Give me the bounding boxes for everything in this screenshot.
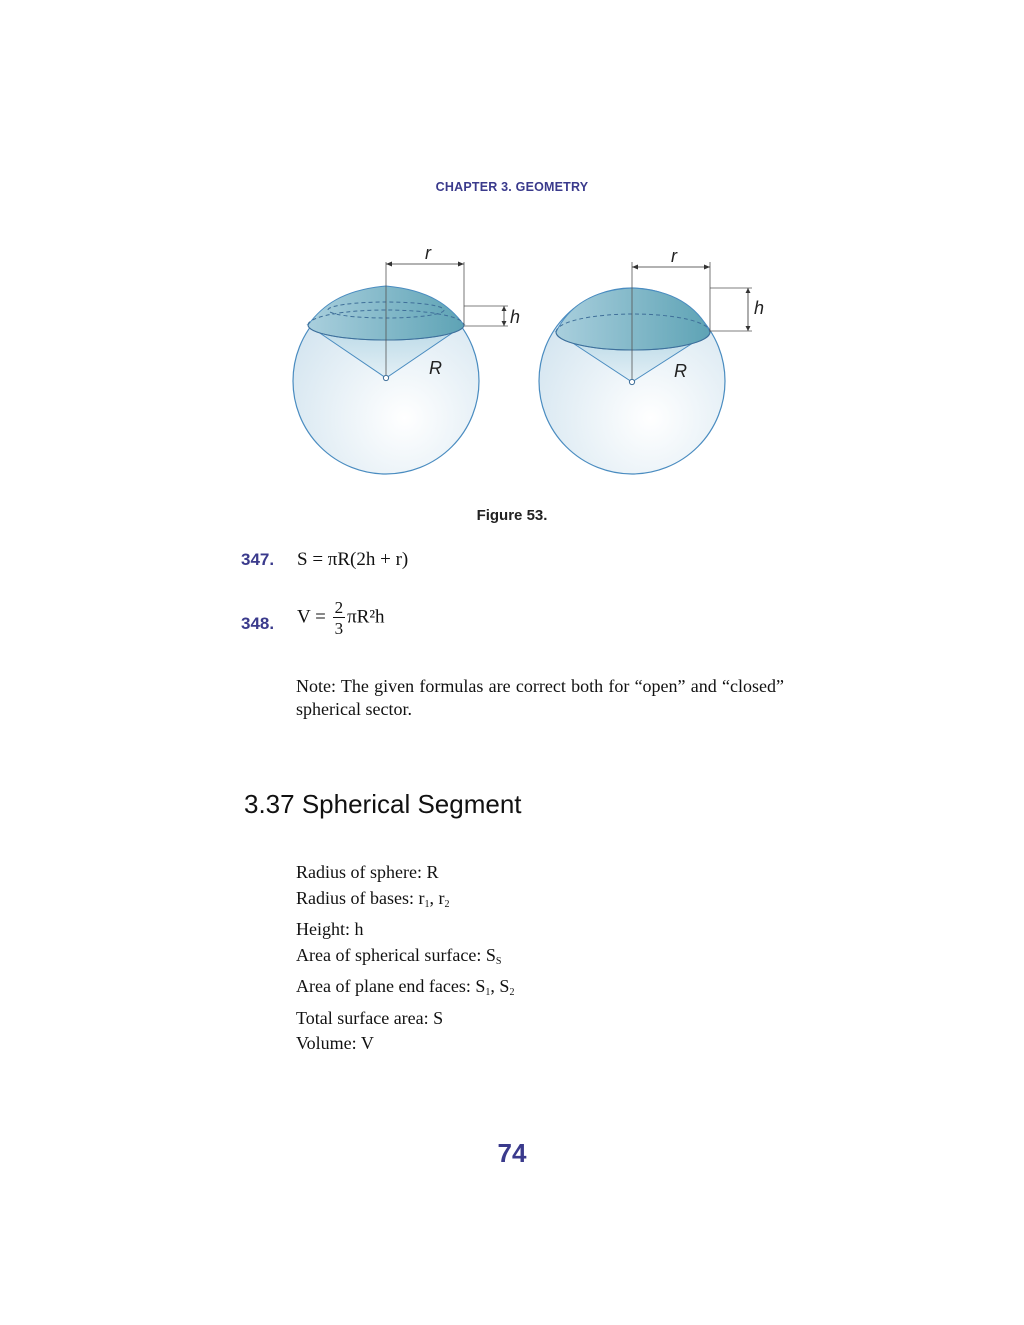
fraction-numerator: 2	[334, 598, 344, 617]
right-label-R: R	[674, 361, 687, 381]
formula-348	[297, 599, 385, 637]
left-label-r: r	[425, 243, 431, 263]
fraction-denominator: 3	[334, 619, 344, 638]
def-plane-faces: Area of plane end faces: $S_1$, $S_2$	[296, 976, 515, 998]
left-label-R: R	[429, 358, 442, 378]
figure-caption: Figure 53.	[476, 507, 548, 524]
def-total-area: Total surface area: S	[296, 1007, 444, 1028]
right-label-h: h	[754, 298, 765, 318]
note-paragraph: Note: The given formulas are correct both for “open” and “closed” spherical sector.	[296, 676, 784, 719]
page-number: 74	[497, 1138, 527, 1168]
left-sphere-diagram	[293, 243, 520, 474]
formula-348-fraction	[333, 599, 346, 637]
formula-347: S = πR(2h + r)	[297, 549, 409, 570]
definitions-list	[296, 860, 514, 1057]
def-height: Height: h	[296, 919, 364, 939]
formula-number-347: 347.	[241, 550, 275, 569]
chapter-header: CHAPTER 3. GEOMETRY	[435, 180, 589, 194]
right-label-r: r	[671, 246, 677, 266]
def-spherical-area: Area of spherical surface: $S_S$	[296, 944, 502, 967]
formula-348-rhs: πR²h	[347, 606, 385, 628]
formula-348-lhs: V =	[297, 606, 331, 628]
section-title: 3.37 Spherical Segment	[244, 789, 522, 819]
def-sphere-radius: Radius of sphere: R	[296, 862, 439, 882]
left-label-h: h	[510, 307, 521, 327]
def-volume: Volume: V	[296, 1033, 374, 1053]
formula-number-348: 348.	[241, 614, 275, 633]
figure-53	[280, 240, 800, 490]
def-bases-radius: Radius of bases: $r_1$, $r_2$	[296, 887, 450, 910]
right-sphere-diagram	[539, 246, 764, 474]
